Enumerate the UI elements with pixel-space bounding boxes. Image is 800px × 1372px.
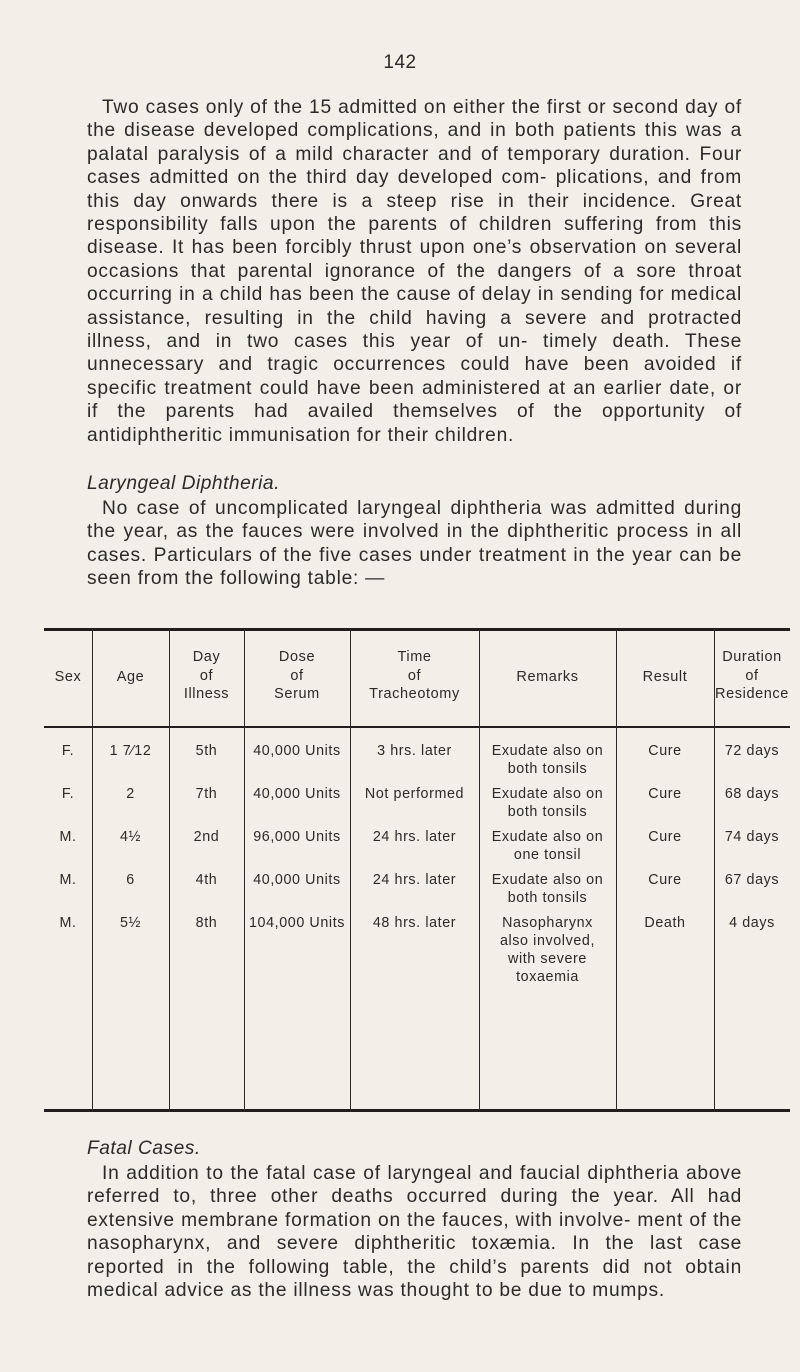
cell-sex: M. [59,915,77,931]
cell-result: Cure [648,786,682,802]
cell-sex: M. [59,872,77,888]
header-line: of [199,667,214,684]
cell-time-of-tracheotomy: 24 hrs. later [372,829,457,845]
header-line: Sex [54,669,82,685]
cell-dose-of-serum: 40,000 Units [253,786,341,802]
header-line: Dose [278,649,316,665]
header-time-of-tracheotomy [350,648,479,704]
header-line: Serum [274,686,320,702]
header-line: Result [642,669,688,685]
table-top-rule [44,628,790,631]
cell-remarks: Nasopharynx also involved, with severe toxaemia [499,915,596,985]
cell-duration-of-residence: 74 days [724,829,780,845]
header-dose-of-serum [244,648,350,704]
section-heading-laryngeal-diphtheria: Laryngeal Diphtheria. [87,473,280,494]
header-line: of [407,667,422,684]
header-sex [44,668,92,687]
column-divider [479,628,480,1112]
cell-result: Cure [648,743,682,759]
section-heading-fatal-cases: Fatal Cases. [87,1138,201,1159]
cell-remarks: Exudate also on both tonsils [491,872,604,906]
cell-day-of-illness: 4th [195,872,218,888]
cell-remarks: Exudate also on one tonsil [491,829,604,863]
cell-dose-of-serum: 104,000 Units [248,915,346,931]
cell-dose-of-serum: 40,000 Units [253,743,341,759]
cell-duration-of-residence: 68 days [724,786,780,802]
cell-duration-of-residence: 4 days [729,915,775,931]
paragraph-fatal-cases: In addition to the fatal case of laryngeal and faucial diphtheria above referred to, three other deaths occurred during the year. All had extensive membrane formation on the fauces, with involve- ment of the nasopharynx, and severe diphtheritic toxæmia. In the last case reported in the following table, the child’s parents did not obtain medical advice as the illness was thought to be due to mumps. [87,1163,742,1302]
cell-time-of-tracheotomy: 24 hrs. later [372,872,457,888]
header-line: Duration [722,649,782,665]
cell-remarks: Exudate also on both tonsils [491,786,604,820]
header-line: Remarks [516,669,579,685]
cell-duration-of-residence: 67 days [724,872,780,888]
header-line: Illness [183,686,230,702]
cell-day-of-illness: 8th [195,915,218,931]
cell-day-of-illness: 7th [195,786,218,802]
header-line: Residence [715,686,789,702]
cell-time-of-tracheotomy: Not performed [364,786,465,802]
header-age [92,668,169,687]
table-header-rule [44,726,790,728]
cell-age: 4½ [119,829,142,845]
laryngeal-cases-table [44,628,790,1112]
header-line: Tracheotomy [369,686,460,702]
cell-sex: F. [61,743,75,759]
header-line: of [745,667,759,684]
paragraph-laryngeal: No case of uncomplicated laryngeal diphtheria was admitted during the year, as the fauces were involved in the diphtheritic process in all cases. Particulars of the five cases under treatment in the year can be seen from the following table: — [87,498,742,590]
cell-duration-of-residence: 72 days [724,743,780,759]
cell-day-of-illness: 2nd [193,829,220,845]
cell-result: Cure [648,872,682,888]
cell-age: 2 [126,786,135,802]
header-remarks [479,668,616,687]
header-result [616,668,714,687]
header-day-of-illness [169,648,244,704]
cell-age: 6 [126,872,135,888]
header-line: Day [192,649,221,665]
header-line: Time [397,649,432,665]
cell-sex: M. [59,829,77,845]
table-bottom-rule [44,1109,790,1112]
cell-age: 5½ [119,915,142,931]
cell-sex: F. [61,786,75,802]
cell-remarks: Exudate also on both tonsils [491,743,604,777]
cell-time-of-tracheotomy: 3 hrs. later [377,743,452,759]
header-line: Age [116,669,145,685]
page-number: 142 [383,52,417,73]
header-line: of [290,667,304,684]
cell-result: Cure [648,829,682,845]
header-duration-of-residence [714,648,790,704]
cell-age: 1 7⁄12 [109,743,152,759]
column-divider [616,628,617,1112]
column-divider [92,628,93,1112]
cell-dose-of-serum: 40,000 Units [253,872,341,888]
cell-dose-of-serum: 96,000 Units [253,829,341,845]
cell-day-of-illness: 5th [195,743,218,759]
cell-result: Death [644,915,686,931]
paragraph-complications: Two cases only of the 15 admitted on either the first or second day of the disease developed complications, and in both patients this was a palatal paralysis of a mild character and of temporary duration. Four cases admitted on the third day developed com- plications, and from this day onwards there is a steep rise in their incidence. Great responsibility falls upon the parents of children suffering from this disease. It has been forcibly thrust upon one’s observation on several occasions that parental ignorance of the dangers of a sore throat occurring in a child has been the cause of delay in sending for medical assistance, resulting in the child having a severe and protracted illness, and in two cases this year of un- timely death. These unnecessary and tragic occurrences could have been avoided if specific treatment could have been administered at an earlier date, or if the parents had availed themselves of the opportunity of antidiphtheritic immunisation for their children. [87,97,742,446]
cell-time-of-tracheotomy: 48 hrs. later [372,915,457,931]
